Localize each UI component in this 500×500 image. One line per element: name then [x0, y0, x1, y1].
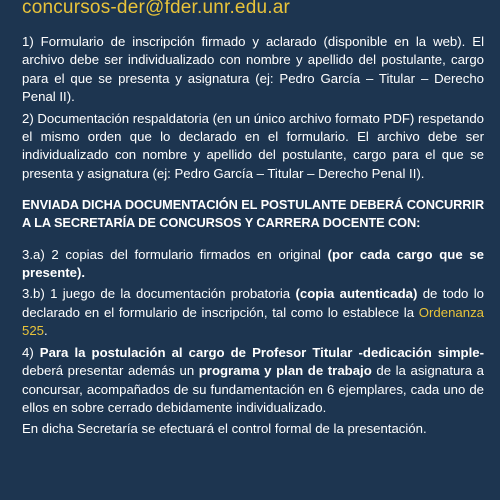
item-3b-end: .	[44, 323, 48, 339]
item-4-emphasis-2: programa y plan de trabajo	[198, 363, 372, 379]
requirement-item-2: 2) Documentación respaldatoria (en un único archivo formato PDF) respetando el mismo orden que lo declarado en el formulario. El archivo debe ser individualizado con nombre y apellido del postulante, cargo para el que se presenta y asignatura (ej: Pedro García – Titular – Derecho Penal II).	[22, 110, 484, 181]
requirement-item-4	[22, 344, 484, 418]
contact-email-link[interactable]: concursos-der@fder.unr.edu.ar	[22, 0, 291, 18]
item-4-emphasis: Para la postulación al cargo de Profesor Titular -dedicación simple-	[39, 344, 485, 360]
item-3b-text: 3.b) 1 juego de la documentación probatoria	[22, 286, 296, 302]
item-4-text: deberá presentar además un	[22, 363, 199, 379]
requirement-item-1: 1) Formulario de inscripción firmado y aclarado (disponible en la web). El archivo debe ser individualizado con nombre y apellido del postulante, cargo para el que se presenta y asignatura (ej: Pedro García – Titular – Derecho Penal II).	[22, 34, 484, 105]
item-3a-text: 3.a) 2 copias del formulario firmados en original	[22, 246, 328, 262]
item-3b-emphasis: (copia autenticada)	[295, 286, 418, 302]
ordinance-link[interactable]: Ordenanza 525	[22, 304, 484, 339]
section-heading: ENVIADA DICHA DOCUMENTACIÓN EL POSTULANTE DEBERÁ CONCURRIR A LA SECRETARÍA DE CONCURSOS Y CARRERA DOCENTE CON:	[22, 197, 485, 231]
closing-note: En dicha Secretaría se efectuará el control formal de la presentación.	[22, 421, 427, 437]
requirement-item-3b	[22, 285, 484, 340]
item-3b-text-continued: de todo lo declarado en el formulario de inscripción, tal como lo establece la	[22, 286, 484, 320]
item-3a-emphasis: (por cada cargo que se presente).	[22, 246, 484, 281]
item-4-number: 4)	[22, 344, 40, 360]
item-4-text-continued: de la asignatura a concursar, acompañados de su fundamentación en 6 ejemplares, cada uno de ellos en sobre cerrado debidamente individualizado.	[22, 363, 485, 415]
requirement-item-3a	[22, 246, 484, 283]
